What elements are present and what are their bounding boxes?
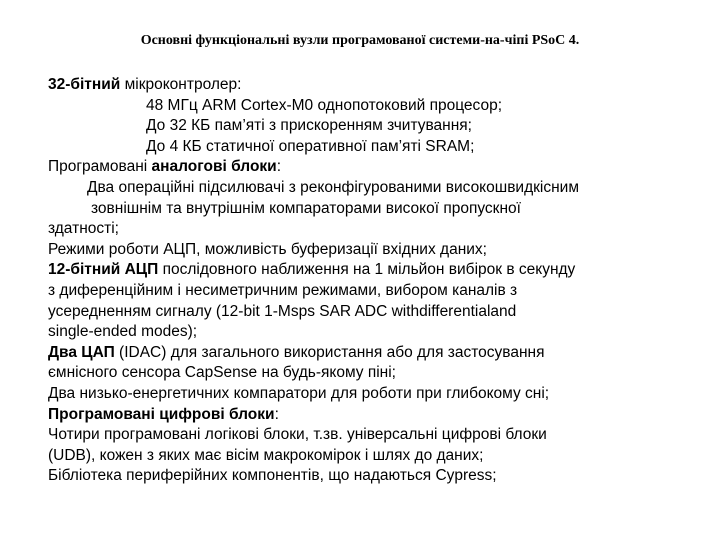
analog-heading: [48, 157, 708, 178]
slide-title: Основні функціональні вузли програмованої системи-на-чіпі PSoC 4.: [140, 33, 580, 48]
cpu-heading: [48, 75, 708, 96]
udb-line-2: (UDB), кожен з яких має вісім макрокомірок і шлях до даних;: [48, 446, 484, 464]
dac-line-2: ємнісного сенсора CapSense на будь-якому піні;: [48, 364, 396, 382]
slide-content: [48, 75, 708, 487]
adc-modes-line: Режими роботи АЦП, можливість буферизації вхідних даних;: [48, 240, 487, 258]
cpu-item-flash: До 32 КБ пам’яті з прискоренням зчитування;: [146, 117, 472, 135]
cpu-heading-bold: 32-бітний: [48, 76, 121, 93]
dac-bold: Два ЦАП: [48, 343, 115, 361]
sar-adc-line-1: [48, 260, 708, 281]
digital-heading-bold: Програмовані цифрові блоки: [48, 405, 275, 423]
cpu-heading-rest: мікроконтролер:: [120, 76, 242, 93]
sar-adc-line-4: single-ended modes);: [48, 323, 198, 341]
dac-line-1-rest: (IDAC) для загального використання або для застосування: [114, 343, 545, 361]
sar-adc-line-1-rest: послідовного наближення на 1 мільйон вибірок в секунду: [158, 261, 576, 279]
sar-adc-line-3: усередненням сигналу (12-bit 1-Msps SAR ADC withdifferentialand: [48, 302, 517, 320]
dac-line-1: [48, 343, 708, 364]
component-library-line: Бібліотека периферійних компонентів, що надаються Cypress;: [48, 467, 497, 485]
sar-adc-line-2: з диференційним і несиметричним режимами, вибором каналів з: [48, 281, 518, 299]
comparators-line: Два низько-енергетичних компаратори для роботи при глибокому сні;: [48, 384, 550, 402]
analog-heading-pre: Програмовані: [48, 158, 152, 176]
sar-adc-bold: 12-бітний АЦП: [48, 261, 159, 279]
opamps-line-2: зовнішнім та внутрішнім компараторами високої пропускної: [91, 199, 521, 217]
opamps-line-3: здатності;: [48, 220, 119, 238]
opamps-line-1: Два операційні підсилювачі з реконфігурованими високошвидкісним: [87, 178, 579, 196]
digital-heading-post: :: [274, 405, 279, 423]
cpu-item-sram: До 4 КБ статичної оперативної пам’яті SRAM;: [146, 137, 475, 155]
analog-heading-post: :: [276, 158, 282, 176]
analog-heading-bold: аналогові блоки: [151, 158, 277, 176]
digital-heading: [48, 405, 708, 426]
cpu-item-core: 48 МГц ARM Cortex-M0 однопотоковий процесор;: [146, 96, 503, 114]
udb-line-1: Чотири програмовані логікові блоки, т.зв. універсальні цифрові блоки: [48, 426, 547, 444]
